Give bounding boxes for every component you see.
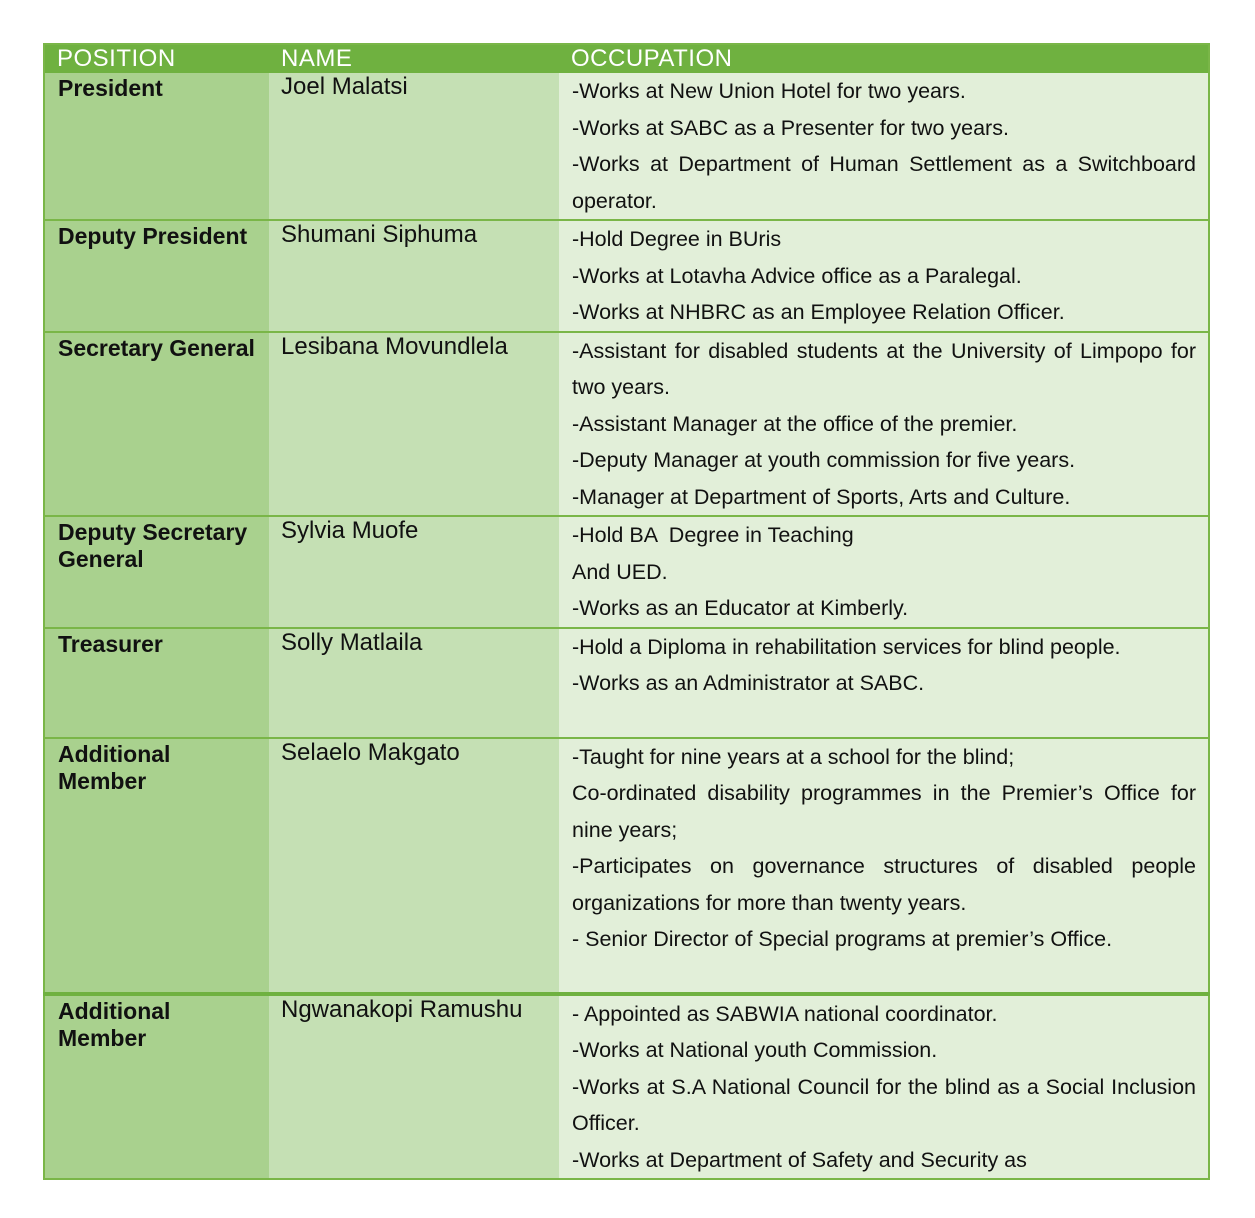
- position-cell: President: [44, 73, 269, 220]
- position-cell: Additional Member: [44, 994, 269, 1180]
- occupation-line: -Hold Degree in BUris: [572, 227, 782, 251]
- position-cell: Secretary General: [44, 332, 269, 517]
- occupation-line: -Hold BA Degree in Teaching: [572, 523, 854, 547]
- header-occupation: OCCUPATION: [559, 44, 1209, 73]
- occupation-cell: [559, 516, 1209, 628]
- position-cell: Additional Member: [44, 738, 269, 994]
- occupation-line: -Taught for nine years at a school for the blind;: [572, 744, 1015, 769]
- occupation-line: -Works as an Educator at Kimberly.: [572, 596, 909, 620]
- name-cell: Joel Malatsi: [269, 73, 559, 220]
- header-position: POSITION: [44, 44, 269, 73]
- occupation-line: -Works at NHBRC as an Employee Relation Officer.: [572, 300, 1065, 324]
- occupation-cell: [559, 332, 1209, 517]
- occupation-line: Co-ordinated disability programmes in the Premier’s Office for nine years;: [572, 781, 1196, 842]
- header-name: NAME: [269, 44, 559, 73]
- occupation-line: -Works at Department of Safety and Security as: [572, 1147, 1027, 1172]
- occupation-line: -Participates on governance structures of disabled people organizations for more than twenty years.: [572, 854, 1196, 915]
- occupation-line: -Works at S.A National Council for the blind as a Social Inclusion Officer.: [572, 1074, 1196, 1135]
- name-cell: Sylvia Muofe: [269, 516, 559, 628]
- occupation-line: -Works at Department of Human Settlement as a Switchboard operator.: [572, 152, 1196, 213]
- position-cell: Deputy President: [44, 220, 269, 332]
- table-row: [44, 220, 1209, 332]
- name-cell: Solly Matlaila: [269, 628, 559, 738]
- position-cell: Deputy Secretary General: [44, 516, 269, 628]
- table-row: [44, 994, 1209, 1180]
- occupation-cell: [559, 738, 1209, 994]
- occupation-line: -Assistant for disabled students at the University of Limpopo for two years.: [572, 338, 1196, 399]
- table-row: [44, 516, 1209, 628]
- occupation-line: -Works at New Union Hotel for two years.: [572, 79, 966, 103]
- table-row: [44, 738, 1209, 994]
- occupation-line: -Hold a Diploma in rehabilitation services for blind people.: [572, 634, 1121, 659]
- occupation-line: -Works as an Administrator at SABC.: [572, 671, 925, 695]
- occupation-line: -Deputy Manager at youth commission for five years.: [572, 448, 1076, 472]
- table-row: [44, 628, 1209, 738]
- committee-table: [43, 43, 1210, 1180]
- occupation-cell: [559, 220, 1209, 332]
- name-cell: Lesibana Movundlela: [269, 332, 559, 517]
- name-cell: Ngwanakopi Ramushu: [269, 994, 559, 1180]
- occupation-line: -Works at Lotavha Advice office as a Paralegal.: [572, 263, 1022, 288]
- header-row: [44, 44, 1209, 73]
- position-cell: Treasurer: [44, 628, 269, 738]
- table-row: [44, 73, 1209, 220]
- occupation-line: - Appointed as SABWIA national coordinator.: [572, 1001, 998, 1026]
- occupation-cell: [559, 73, 1209, 220]
- name-cell: Shumani Siphuma: [269, 220, 559, 332]
- occupation-line: And UED.: [572, 559, 668, 584]
- occupation-cell: [559, 994, 1209, 1180]
- occupation-line: -Works at National youth Commission.: [572, 1038, 938, 1062]
- occupation-line: -Assistant Manager at the office of the premier.: [572, 411, 1018, 436]
- occupation-cell: [559, 628, 1209, 738]
- name-cell: Selaelo Makgato: [269, 738, 559, 994]
- occupation-line: -Manager at Department of Sports, Arts and Culture.: [572, 484, 1071, 509]
- occupation-line: - Senior Director of Special programs at premier’s Office.: [572, 927, 1113, 951]
- table-row: [44, 332, 1209, 517]
- occupation-line: -Works at SABC as a Presenter for two years.: [572, 115, 1009, 140]
